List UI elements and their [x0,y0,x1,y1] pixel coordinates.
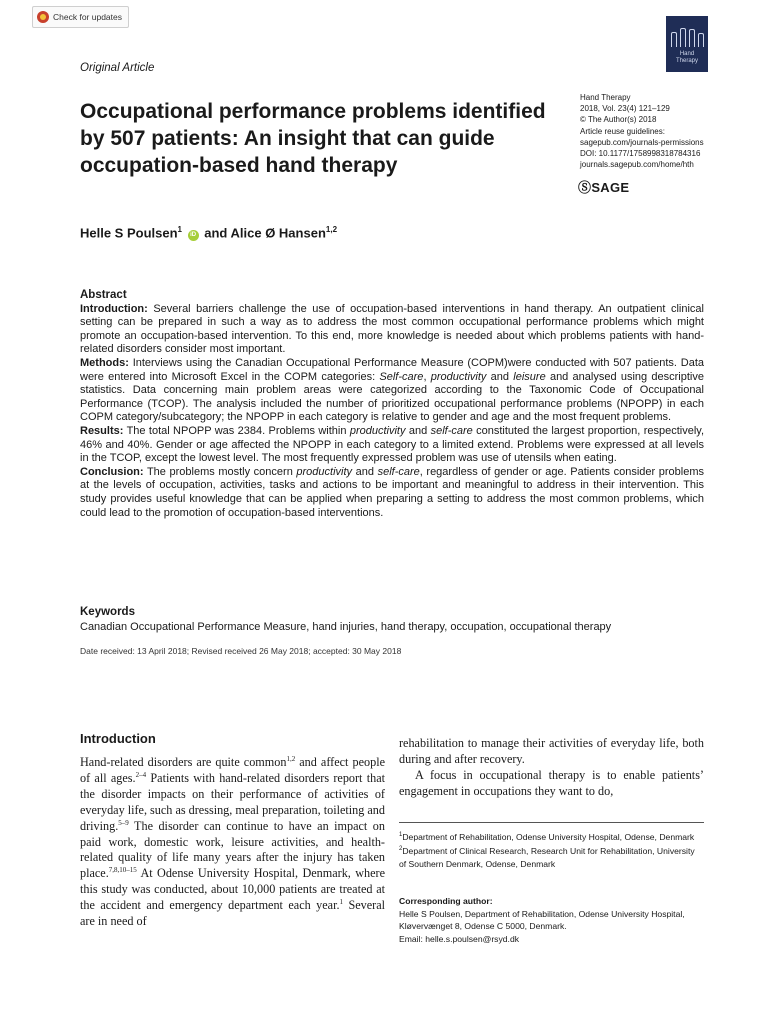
author-affil-sup: 1 [177,225,182,234]
body-text-run: The disorder can continue to have an impact on paid work, domestic work, leisure activities, and health-related quality of life many years after the injury has taken place. [80,818,385,881]
abstract-heading: Abstract [80,289,127,301]
check-for-updates-label: Check for updates [53,12,122,22]
keywords-heading: Keywords [80,606,135,618]
affiliation-sup: 2 [399,846,403,853]
meta-doi[interactable]: DOI: 10.1177/1758998318784316 [580,149,701,159]
meta-line: © The Author(s) 2018 [580,115,657,125]
body-paragraph: rehabilitation to manage their activities of everyday life, both during and after recovery. [399,736,704,766]
abstract-section [80,303,704,357]
abstract-text-run: and [352,465,378,478]
affiliation [399,843,704,870]
abstract-text-run: self-care [430,424,473,437]
citation-sup[interactable]: 7,8,10–15 [108,866,137,875]
abstract-text-run: , [423,370,431,383]
meta-line: 2018, Vol. 23(4) 121–129 [580,104,670,114]
meta-link[interactable]: journals.sagepub.com/home/hth [580,160,694,170]
hand-icon [666,16,708,47]
citation-sup[interactable]: 5–9 [118,818,129,827]
dates-received: Date received: 13 April 2018; Revised received 26 May 2018; accepted: 30 May 2018 [80,646,402,656]
introduction-heading: Introduction [80,731,156,746]
abstract-text-run: , regardless of gender or age. Patients consider problems at the levels of occupation, activities, tasks and actions to be important and meaningful to address in their intervention. This study provides useful knowledge that can be applied when preparing a setting to address the most common problems, which could lead to the promotion of occupation-based interventions. [80,465,705,519]
introduction-column-2 [399,736,704,800]
journal-logo-line: Therapy [675,58,698,64]
abstract-text-run: The total NPOPP was 2384. Problems within [126,424,350,437]
body-text-run: Hand-related disorders are quite common [80,755,287,769]
affiliations [399,829,704,871]
abstract-text-run: productivity [296,465,353,478]
abstract-section-label: Results: [80,424,124,437]
corresponding-email[interactable]: Email: helle.s.poulsen@rsyd.dk [399,933,520,944]
footnote-divider [399,822,704,823]
author-line [80,225,337,241]
citation-sup[interactable]: 1,2 [286,754,296,763]
sage-icon: Ⓢ [578,180,592,195]
body-text-run: At Odense University Hospital, Denmark, where this study was conducted, about 10,000 patients are treated at the accident and emergency department each year. [80,866,385,913]
author-affil-sup: 1,2 [325,225,338,234]
keywords [80,605,704,634]
keywords-text: Canadian Occupational Performance Measure, hand injuries, hand therapy, occupation, occupational therapy [80,621,612,633]
body-text-run: Patients with hand-related disorders report that the disorder impacts on their performance of activities of everyday life, such as dressing, meal preparation, toileting and driving. [80,770,386,833]
publisher-name: SAGE [591,180,630,195]
affiliation-text: Department of Clinical Research, Research Unit for Rehabilitation, University of Southern Denmark, Odense, Denmark [399,846,695,869]
author-name[interactable]: Alice Ø Hansen [230,225,326,241]
abstract-text-run: leisure [513,370,546,383]
abstract-text-run: and [405,424,431,437]
abstract-body [80,303,704,521]
abstract-text-run: and analysed using descriptive statistics. Data concerning main problem areas were categorized according to the Taxonomic Code of Occupational Performance (TCOP). The analysis included the number of prioritized occupational performance problems (NPOPP) in each COPM category/subcategory; the NPOPP in each category is relative to gender and age and the most frequent problems. [80,370,704,424]
body-text-run: Several are in need of [80,898,385,929]
affiliation-sup: 1 [399,832,403,838]
body-paragraph: A focus in occupational therapy is to enable patients’ engagement in occupations they want to do, [399,767,704,798]
abstract-section [80,425,704,466]
abstract-section [80,357,704,425]
affiliation-text: Department of Rehabilitation, Odense University Hospital, Odense, Denmark [402,831,695,842]
meta-line: Article reuse guidelines: [580,126,665,136]
meta-line: Hand Therapy [580,93,631,102]
introduction-column-1 [80,755,385,930]
affiliation [399,829,704,843]
abstract-text-run: Self-care [379,370,424,383]
abstract-text-run: and [486,370,514,383]
meta-link[interactable]: sagepub.com/journals-permissions [580,137,704,147]
abstract-section [80,466,704,520]
abstract-text-run: The problems mostly concern [146,465,297,478]
abstract-section-label: Conclusion: [80,465,144,478]
body-text-run: and affect people of all ages. [80,755,385,785]
journal-logo-line: Hand [679,51,695,57]
article-type: Original Article [80,62,155,74]
check-for-updates-badge[interactable] [32,6,129,28]
publisher-logo [578,177,629,196]
journal-logo [666,16,708,72]
corresponding-heading: Corresponding author: [399,896,493,906]
citation-sup[interactable]: 1 [339,898,343,907]
author-conjunction: and [204,225,228,241]
orcid-icon[interactable]: iD [188,230,199,241]
citation-sup[interactable]: 2–4 [135,770,147,779]
journal-meta [580,92,704,170]
abstract-text-run: Several barriers challenge the use of occupation-based interventions in hand therapy. An outpatient clinical setting can be prepared in such a way as to address the most common occupational performance problems which might promote an occupation-based intervention. To this end, more knowledge is needed about which problems patients with hand-related disorders consider most important. [80,302,704,356]
crossmark-icon [37,11,49,23]
article-title: Occupational performance problems identified by 507 patients: An insight that can guide occupation-based hand therapy [80,100,546,177]
abstract-text-run: Interviews using the Canadian Occupational Performance Measure (COPM)were conducted with 507 patients. Data were entered into Microsoft Excel in the COPM categories: [80,356,704,383]
abstract-text-run: self-care [377,465,420,478]
author-name[interactable]: Helle S Poulsen [80,225,178,241]
corresponding-address: Helle S Poulsen, Department of Rehabilitation, Odense University Hospital, Kløvervænget 8, Odense C 5000, Denmark. [399,908,685,932]
abstract-section-label: Methods: [80,356,129,369]
abstract-text-run: productivity [349,424,406,437]
abstract-text-run: constituted the largest proportion, respectively, 46% and 40%. Gender or age affected the NPOPP in each category to a limited extend. Problems were expressed at all levels in the TCOP, except the lowest level. The most frequently expressed problem was use of utensils when eating. [80,424,705,465]
abstract-section-label: Introduction: [80,302,148,315]
abstract [80,289,704,520]
corresponding-author [399,895,704,945]
abstract-text-run: productivity [430,370,487,383]
